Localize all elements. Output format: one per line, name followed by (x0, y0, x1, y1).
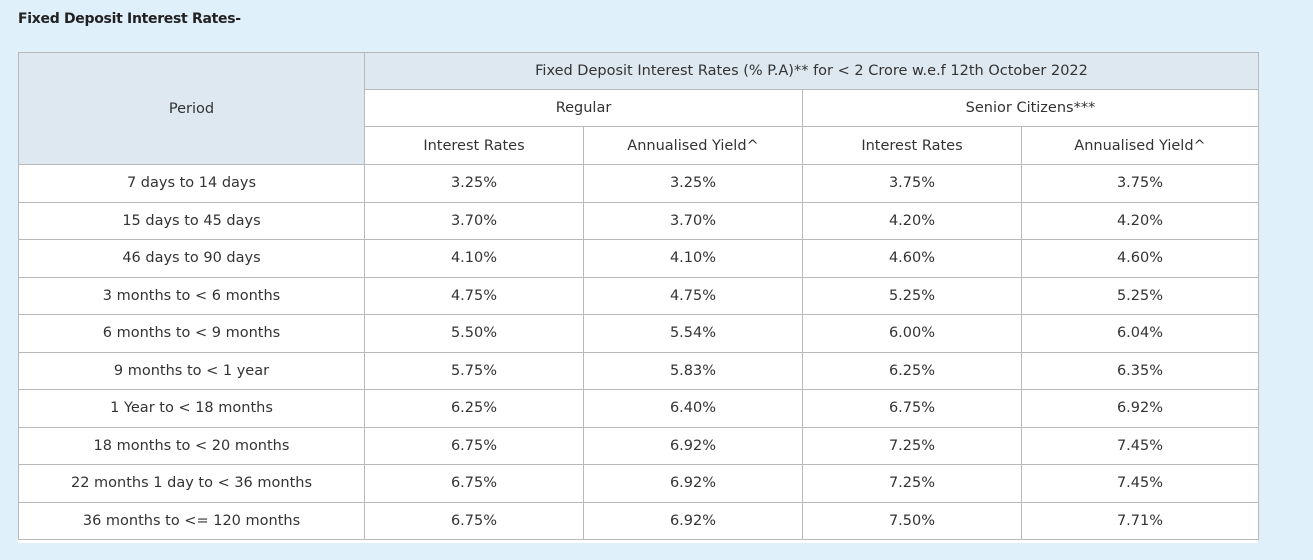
rates-group-header: Fixed Deposit Interest Rates (% P.A)** for < 2 Crore w.e.f 12th October 2022 (365, 53, 1259, 90)
senior-interest-rate-cell: 4.20% (803, 202, 1022, 240)
senior-interest-rate-cell: 4.60% (803, 240, 1022, 278)
regular-interest-rate-cell: 6.75% (365, 465, 584, 503)
senior-annualised-yield-header: Annualised Yield^ (1022, 127, 1259, 165)
period-header: Period (19, 53, 365, 165)
senior-interest-rates-header: Interest Rates (803, 127, 1022, 165)
regular-interest-rate-cell: 3.25% (365, 165, 584, 203)
senior-interest-rate-cell: 5.25% (803, 277, 1022, 315)
period-cell: 15 days to 45 days (19, 202, 365, 240)
regular-annualised-yield-cell: 6.92% (584, 465, 803, 503)
table-row (19, 315, 1259, 353)
table-row (19, 277, 1259, 315)
regular-annualised-yield-cell: 4.10% (584, 240, 803, 278)
regular-interest-rate-cell: 5.75% (365, 352, 584, 390)
senior-annualised-yield-cell: 6.92% (1022, 390, 1259, 428)
period-cell: 18 months to < 20 months (19, 427, 365, 465)
senior-annualised-yield-cell: 7.71% (1022, 502, 1259, 540)
table-row (19, 352, 1259, 390)
senior-annualised-yield-cell: 5.25% (1022, 277, 1259, 315)
regular-annualised-yield-cell: 3.70% (584, 202, 803, 240)
regular-annualised-yield-cell: 4.75% (584, 277, 803, 315)
senior-citizens-header: Senior Citizens*** (803, 90, 1259, 127)
table-row (19, 390, 1259, 428)
senior-annualised-yield-cell: 4.60% (1022, 240, 1259, 278)
rates-table-container (18, 52, 1258, 543)
regular-interest-rate-cell: 6.75% (365, 427, 584, 465)
senior-annualised-yield-cell: 6.04% (1022, 315, 1259, 353)
regular-annualised-yield-cell: 5.83% (584, 352, 803, 390)
table-row (19, 202, 1259, 240)
senior-interest-rate-cell: 3.75% (803, 165, 1022, 203)
period-cell: 7 days to 14 days (19, 165, 365, 203)
senior-interest-rate-cell: 7.50% (803, 502, 1022, 540)
table-row (19, 502, 1259, 540)
table-row (19, 240, 1259, 278)
period-cell: 36 months to <= 120 months (19, 502, 365, 540)
senior-annualised-yield-cell: 7.45% (1022, 427, 1259, 465)
senior-interest-rate-cell: 6.00% (803, 315, 1022, 353)
regular-interest-rates-header: Interest Rates (365, 127, 584, 165)
senior-annualised-yield-cell: 3.75% (1022, 165, 1259, 203)
senior-interest-rate-cell: 6.25% (803, 352, 1022, 390)
regular-annualised-yield-cell: 6.92% (584, 502, 803, 540)
period-cell: 3 months to < 6 months (19, 277, 365, 315)
period-cell: 46 days to 90 days (19, 240, 365, 278)
fd-rates-table (18, 52, 1259, 540)
regular-interest-rate-cell: 4.75% (365, 277, 584, 315)
regular-annualised-yield-cell: 5.54% (584, 315, 803, 353)
regular-interest-rate-cell: 3.70% (365, 202, 584, 240)
regular-interest-rate-cell: 5.50% (365, 315, 584, 353)
table-row (19, 465, 1259, 503)
period-cell: 6 months to < 9 months (19, 315, 365, 353)
period-cell: 9 months to < 1 year (19, 352, 365, 390)
senior-interest-rate-cell: 7.25% (803, 465, 1022, 503)
table-row (19, 165, 1259, 203)
senior-annualised-yield-cell: 6.35% (1022, 352, 1259, 390)
regular-annualised-yield-header: Annualised Yield^ (584, 127, 803, 165)
regular-header: Regular (365, 90, 803, 127)
table-row (19, 427, 1259, 465)
regular-interest-rate-cell: 4.10% (365, 240, 584, 278)
senior-annualised-yield-cell: 4.20% (1022, 202, 1259, 240)
rates-table-body (19, 165, 1259, 540)
senior-annualised-yield-cell: 7.45% (1022, 465, 1259, 503)
regular-interest-rate-cell: 6.75% (365, 502, 584, 540)
page-title: Fixed Deposit Interest Rates- (18, 11, 241, 27)
period-cell: 22 months 1 day to < 36 months (19, 465, 365, 503)
regular-annualised-yield-cell: 6.92% (584, 427, 803, 465)
period-cell: 1 Year to < 18 months (19, 390, 365, 428)
regular-interest-rate-cell: 6.25% (365, 390, 584, 428)
regular-annualised-yield-cell: 6.40% (584, 390, 803, 428)
senior-interest-rate-cell: 6.75% (803, 390, 1022, 428)
regular-annualised-yield-cell: 3.25% (584, 165, 803, 203)
senior-interest-rate-cell: 7.25% (803, 427, 1022, 465)
